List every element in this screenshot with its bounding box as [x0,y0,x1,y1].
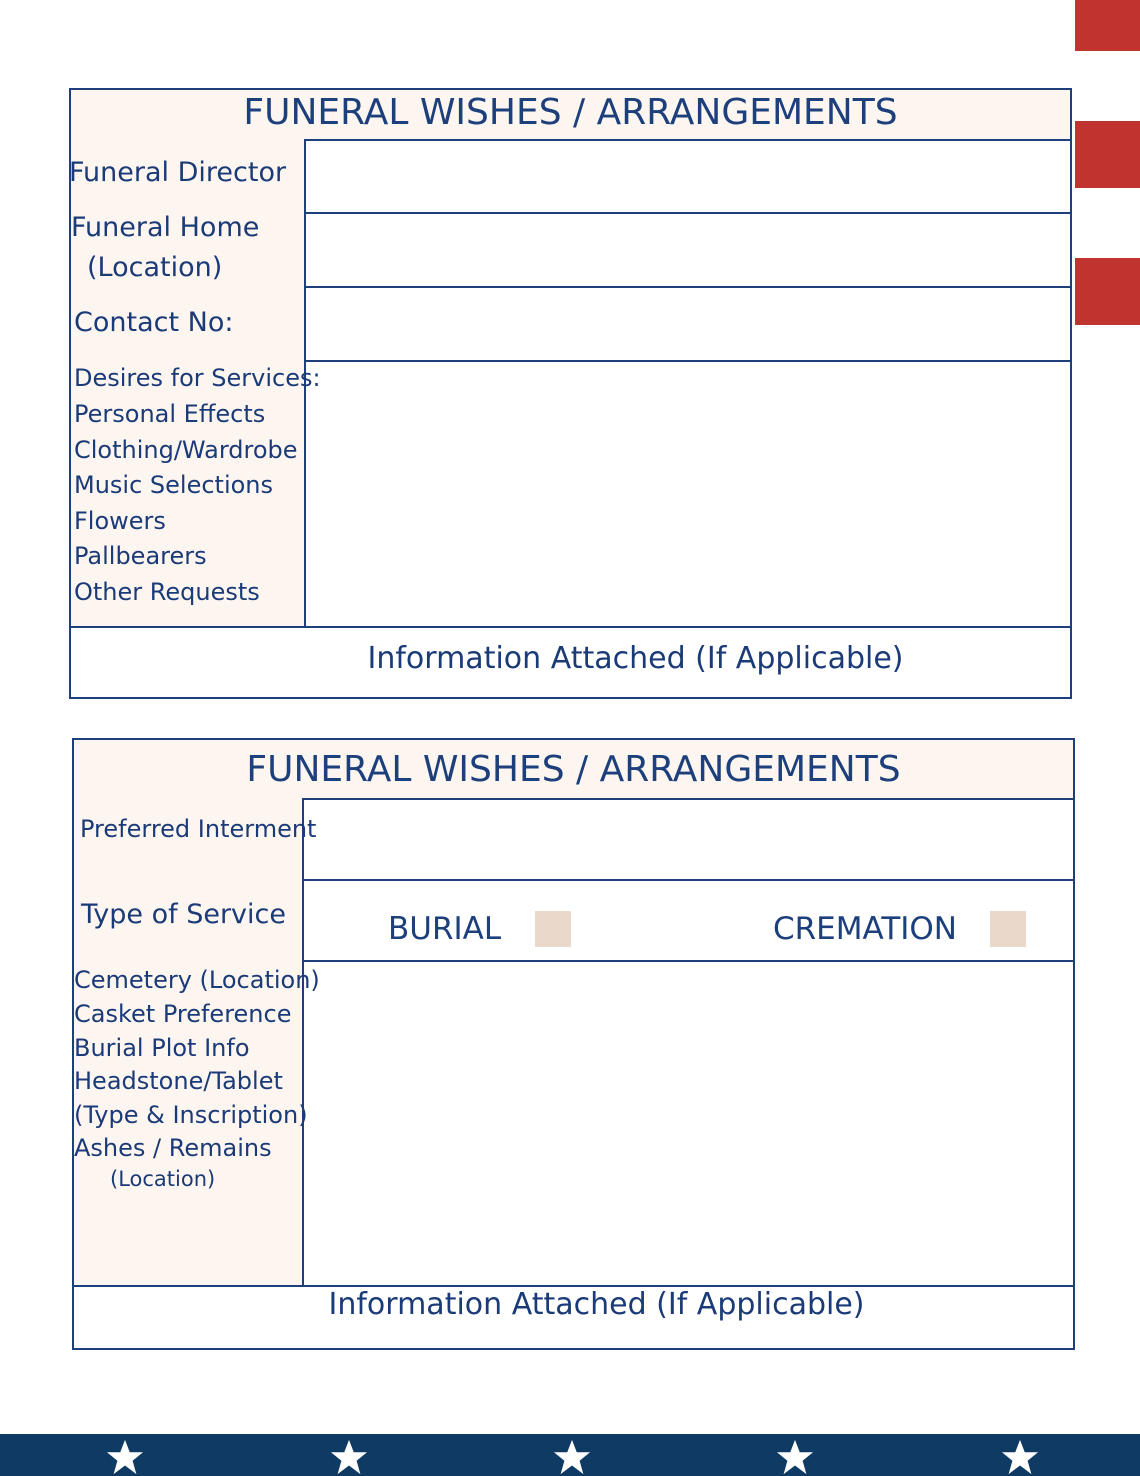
info-attached-text: Information Attached (If Applicable) [328,1287,865,1322]
preferred-interment-label: Preferred Interment [80,815,317,843]
funeral-home-row [71,212,1070,288]
contact-row [71,286,1070,362]
row-label-cell [74,879,304,960]
flowers-label: Flowers [74,507,166,535]
star-icon [1001,1438,1039,1476]
ashes-location-label: (Location) [110,1167,216,1191]
info-attached-row [74,1287,1073,1348]
star-icon [330,1438,368,1476]
funeral-wishes-table-2 [72,738,1075,1350]
funeral-home-location-label: (Location) [87,252,223,283]
ashes-label: Ashes / Remains [74,1134,272,1162]
flag-stripe [1075,0,1140,51]
row-label-cell [71,360,321,626]
row-label-cell [71,286,306,360]
funeral-home-field[interactable] [306,212,1070,286]
cremation-checkbox[interactable] [990,911,1026,947]
services-row [71,360,1070,628]
info-attached-row [71,628,1070,697]
flag-stripe [1075,258,1140,325]
star-icon [553,1438,591,1476]
row-label-cell [74,798,317,879]
table-title-text: FUNERAL WISHES / ARRANGEMENTS [243,92,898,133]
burial-option-label: BURIAL [388,911,502,947]
other-requests-label: Other Requests [74,578,260,606]
table-title-text: FUNERAL WISHES / ARRANGEMENTS [246,749,901,790]
personal-effects-label: Personal Effects [74,400,266,428]
footer-band [0,1434,1140,1476]
table-title [71,90,1070,141]
burial-checkbox[interactable] [535,911,571,947]
row-label-cell [71,212,306,286]
flag-stripe [1075,121,1140,188]
preferred-interment-field[interactable] [304,798,1073,879]
burial-plot-label: Burial Plot Info [74,1034,250,1062]
info-attached-text: Information Attached (If Applicable) [367,641,904,676]
star-icon [106,1438,144,1476]
contact-no-field[interactable] [306,286,1070,360]
clothing-label: Clothing/Wardrobe [74,436,298,464]
funeral-wishes-table-1 [69,88,1072,699]
star-icon [776,1438,814,1476]
funeral-director-row [71,139,1070,214]
funeral-director-label: Funeral Director [69,157,287,188]
contact-no-label: Contact No: [74,307,234,338]
interment-row [74,798,1073,881]
funeral-director-field[interactable] [306,139,1070,212]
table-title [74,740,1073,800]
cemetery-label: Cemetery (Location) [74,966,320,994]
pallbearers-label: Pallbearers [74,542,207,570]
cemetery-details-row [74,960,1073,1287]
inscription-label: (Type & Inscription) [74,1101,308,1129]
services-field[interactable] [306,360,1070,626]
type-of-service-label: Type of Service [81,899,286,930]
row-label-cell [71,139,306,212]
service-type-options [304,879,1073,960]
music-label: Music Selections [74,471,274,499]
row-label-cell [74,960,320,1285]
funeral-home-label: Funeral Home [71,212,260,243]
cremation-option-label: CREMATION [773,911,957,947]
headstone-label: Headstone/Tablet [74,1067,283,1095]
desires-label: Desires for Services: [74,364,321,392]
service-type-row [74,879,1073,962]
cemetery-details-field[interactable] [304,960,1073,1285]
casket-label: Casket Preference [74,1000,292,1028]
